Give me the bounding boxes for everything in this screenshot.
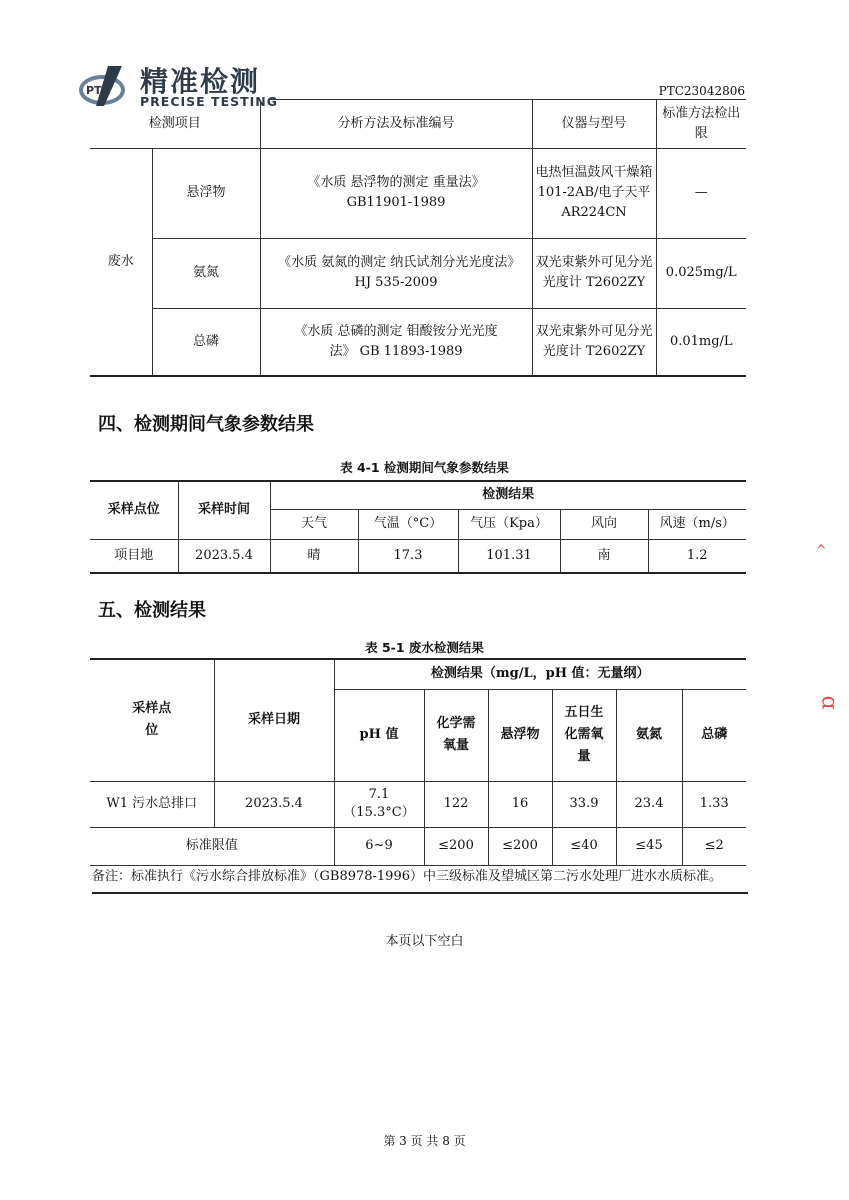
blank-page-notice: 本页以下空白 — [385, 934, 464, 949]
cell-ss: 16 — [488, 781, 552, 827]
limit-cod: ≤200 — [424, 827, 488, 865]
method-cell: 《水质 氨氮的测定 纳氏试剂分光光度法》HJ 535-2009 — [260, 238, 532, 308]
method-cell: 《水质 悬浮物的测定 重量法》GB11901-1989 — [260, 148, 532, 238]
ph-temperature: （15.3°C） — [343, 805, 415, 820]
instrument-cell: 双光束紫外可见分光光度计 T2602ZY — [532, 238, 656, 308]
limit-cell: — — [656, 148, 746, 238]
water-data-row — [90, 781, 746, 827]
methods-header-row — [90, 100, 746, 148]
logo-badge-text: PTC — [86, 84, 110, 97]
instrument-cell: 电热恒温鼓风干燥箱 101-2AB/电子天平 AR224CN — [532, 148, 656, 238]
stamp-fragment: ‹ — [811, 542, 833, 551]
methods-table — [90, 100, 746, 377]
limit-tp: ≤2 — [682, 827, 746, 865]
cell-pressure: 101.31 — [458, 539, 560, 573]
stamp-fragment: ɑ — [816, 695, 842, 710]
cell-date: 2023.5.4 — [214, 781, 334, 827]
header-date: 采样日期 — [214, 659, 334, 781]
ph-value: 7.1 — [368, 787, 390, 802]
weather-header-row — [90, 481, 746, 509]
item-cell: 悬浮物 — [152, 148, 260, 238]
limit-ss: ≤200 — [488, 827, 552, 865]
methods-row — [90, 238, 746, 308]
water-limit-row — [90, 827, 746, 865]
header-point: 采样点位 — [90, 481, 178, 539]
cell-ph — [334, 781, 424, 827]
table-note: 备注：标准执行《污水综合排放标准》（GB8978-1996）中三级标准及望城区第二污水处理厂进水水质标准。 — [92, 866, 748, 894]
cell-time: 2023.5.4 — [178, 539, 270, 573]
instrument-cell: 双光束紫外可见分光光度计 T2602ZY — [532, 308, 656, 376]
header-method: 分析方法及标准编号 — [260, 100, 532, 148]
header-results: 检测结果 — [270, 481, 746, 509]
logo-english-name: PRECISE TESTING — [140, 94, 279, 109]
header-ph: pH 值 — [334, 689, 424, 781]
header-weather: 天气 — [270, 509, 358, 539]
limit-ph: 6~9 — [334, 827, 424, 865]
methods-row — [90, 148, 746, 238]
header-limit: 标准方法检出限 — [656, 100, 746, 148]
header-cod: 化学需氧量 — [424, 689, 488, 781]
section5-title: 五、检测结果 — [98, 600, 206, 621]
header-results: 检测结果（mg/L，pH 值：无量纲） — [334, 659, 746, 689]
logo-chinese-name: 精准检测 — [140, 65, 261, 98]
header-instrument: 仪器与型号 — [532, 100, 656, 148]
table5-caption: 表 5-1 废水检测结果 — [365, 640, 484, 655]
cell-cod: 122 — [424, 781, 488, 827]
cell-tp: 1.33 — [682, 781, 746, 827]
methods-row — [90, 308, 746, 376]
cell-wind-speed: 1.2 — [648, 539, 746, 573]
page-number: 第 3 页 共 8 页 — [383, 1134, 466, 1148]
limit-bod: ≤40 — [552, 827, 616, 865]
section4-title: 四、检测期间气象参数结果 — [98, 414, 314, 435]
header-ss: 悬浮物 — [488, 689, 552, 781]
header-time: 采样时间 — [178, 481, 270, 539]
limit-cell: 0.01mg/L — [656, 308, 746, 376]
header-item: 检测项目 — [90, 100, 260, 148]
cell-temp: 17.3 — [358, 539, 458, 573]
cell-weather: 晴 — [270, 539, 358, 573]
header-nh3: 氨氮 — [616, 689, 682, 781]
header-wind-dir: 风向 — [560, 509, 648, 539]
water-header-row — [90, 659, 746, 689]
limit-label: 标准限值 — [90, 827, 334, 865]
header-temp: 气温（°C） — [358, 509, 458, 539]
header-tp: 总磷 — [682, 689, 746, 781]
cell-point: W1 污水总排口 — [90, 781, 214, 827]
method-cell: 《水质 总磷的测定 钼酸铵分光光度法》 GB 11893-1989 — [260, 308, 532, 376]
limit-nh3: ≤45 — [616, 827, 682, 865]
item-cell: 总磷 — [152, 308, 260, 376]
category-cell: 废水 — [90, 148, 152, 376]
document-number: PTC23042806 — [658, 84, 745, 98]
header-pressure: 气压（Kpa） — [458, 509, 560, 539]
wastewater-table — [90, 658, 746, 866]
cell-bod: 33.9 — [552, 781, 616, 827]
header-point: 采样点位 — [90, 659, 214, 781]
limit-cell: 0.025mg/L — [656, 238, 746, 308]
cell-wind-dir: 南 — [560, 539, 648, 573]
item-cell: 氨氮 — [152, 238, 260, 308]
weather-table — [90, 480, 746, 574]
weather-data-row — [90, 539, 746, 573]
table4-caption: 表 4-1 检测期间气象参数结果 — [340, 460, 509, 475]
cell-nh3: 23.4 — [616, 781, 682, 827]
cell-point: 项目地 — [90, 539, 178, 573]
header-wind-speed: 风速（m/s） — [648, 509, 746, 539]
header-bod: 五日生化需氧量 — [552, 689, 616, 781]
